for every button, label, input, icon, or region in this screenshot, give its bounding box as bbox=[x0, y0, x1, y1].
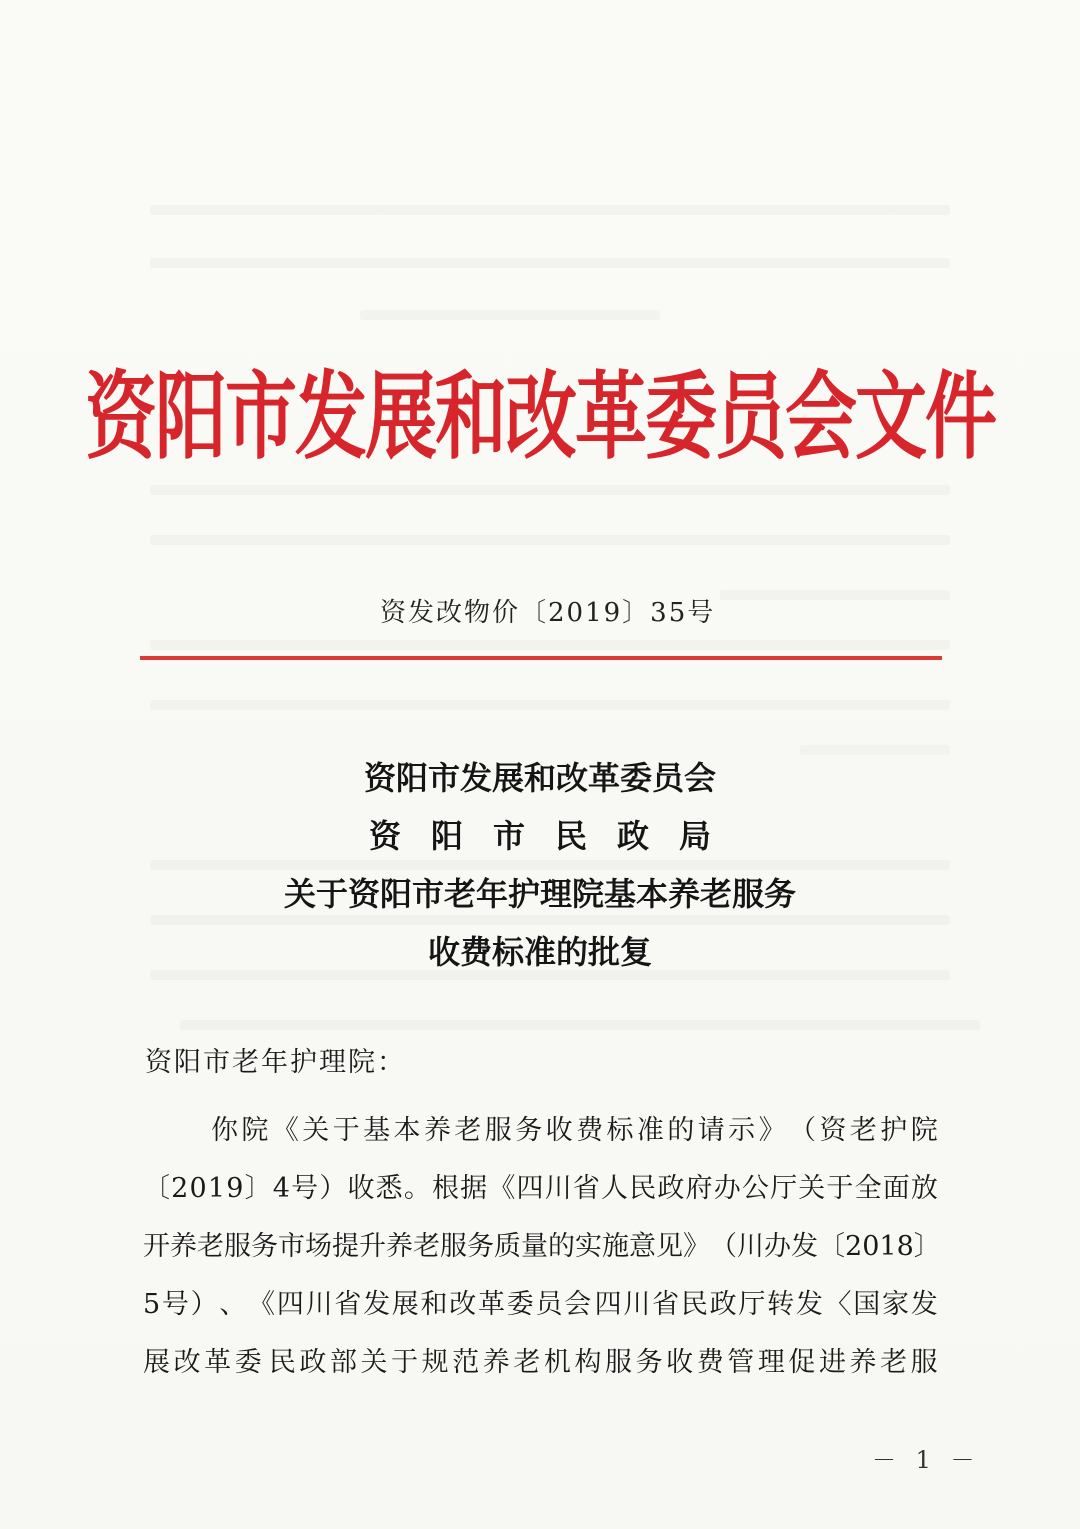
body-line: 展 改 革 委 民 政 部 关 于 规 范 养 老 机 构 服 务 收 费 管 理 促 进 养 老 服 bbox=[143, 1347, 938, 1378]
bleed-through-shadow bbox=[150, 535, 950, 545]
bleed-through-shadow bbox=[150, 700, 950, 710]
bleed-through-shadow bbox=[150, 640, 950, 650]
document-header-title: 资阳市发展和改革委员会文件 bbox=[84, 361, 995, 472]
body-line: 〔 2 0 1 9 〕 4 号 ） 收 悉 。 根 据 《 四 川 省 人 民 政 府 办 公 厅 关 于 全 面 放 bbox=[143, 1173, 938, 1204]
body-line: 开 养 老 服 务 市 场 提 升 养 老 服 务 质 量 的 实 施 意 见 》 （ 川 办 发 〔 2 0 1 8 〕 bbox=[143, 1231, 941, 1262]
document-title bbox=[0, 758, 1080, 990]
bleed-through-shadow bbox=[150, 258, 950, 268]
title-line-issuer-1: 资阳市发展和改革委员会 bbox=[363, 759, 716, 797]
red-separator-line bbox=[140, 656, 942, 660]
bleed-through-shadow bbox=[720, 590, 950, 600]
bleed-through-shadow bbox=[800, 745, 950, 755]
page-number: － 1 － bbox=[872, 1446, 981, 1474]
bleed-through-shadow bbox=[360, 310, 660, 320]
title-line-subject-1: 关于资阳市老年护理院基本养老服务 bbox=[283, 875, 796, 913]
bleed-through-shadow bbox=[150, 205, 950, 215]
body-line: 你 院 《 关 于 基 本 养 老 服 务 收 费 标 准 的 请 示 》 （ 资 老 护 院 bbox=[211, 1115, 938, 1146]
bleed-through-shadow bbox=[180, 1020, 980, 1030]
bleed-through-shadow bbox=[150, 485, 950, 495]
body-paragraph bbox=[143, 1102, 941, 1392]
addressee: 资阳市老年护理院： bbox=[145, 1047, 406, 1078]
body-line: 5 号 ） 、 《 四 川 省 发 展 和 改 革 委 员 会 四 川 省 民 政 厅 转 发 〈 国 家 发 bbox=[143, 1289, 938, 1320]
document-number: 资发改物价〔2019〕35号 bbox=[380, 598, 716, 628]
title-line-issuer-2: 资阳市民政局 bbox=[368, 817, 741, 855]
title-line-subject-2: 收费标准的批复 bbox=[427, 933, 652, 971]
